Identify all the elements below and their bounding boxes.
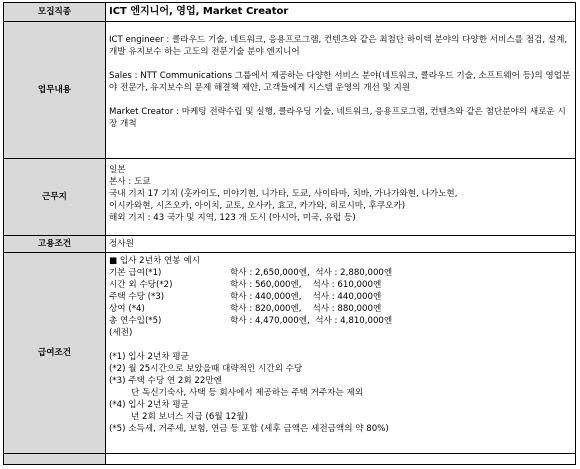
salary-content xyxy=(106,253,576,454)
location-content xyxy=(106,159,576,236)
salary-note: (*3) 주택 수당 연 2회 22만엔 xyxy=(109,376,222,386)
salary-pretax-note: (세전) xyxy=(109,328,133,338)
salary-item: 총 연수입(*5) xyxy=(109,316,162,326)
location-label: 근무지 xyxy=(4,159,106,236)
salary-note: 년 2회 보너스 지급 (6월 12월) xyxy=(131,412,248,422)
salary-note: (*4) 입사 2년차 평균 xyxy=(109,400,189,410)
salary-note: 단 독신기숙사, 사택 등 회사에서 제공하는 주택 거주자는 제외 xyxy=(131,388,364,398)
salary-amount: 학사 : 440,000엔, 석사 : 440,000엔 xyxy=(230,292,382,302)
duty-sales: Sales : NTT Communications 그룹에서 제공하는 다양한 서비스 분야(네트워크, 클라우드 기술, 소프트웨어 등)의 영업분야 전문가, 유지보수의 문제 해결책 제안, 고객들에게 시스템 운영의 개선 및 지원 xyxy=(109,71,571,93)
salary-item-row xyxy=(109,279,572,291)
location-line: 국내 기지 17 기지 (홋카이도, 미야기현, 니가타, 도쿄, 사이타마, 치바, 가나가와현, 나가노현, xyxy=(109,189,458,199)
duties-label: 업무내용 xyxy=(4,22,106,159)
job-type-value: ICT 엔지니어, 영업, Market Creator xyxy=(106,3,576,22)
job-posting-table xyxy=(3,2,576,465)
trailing-empty-row xyxy=(4,454,576,465)
employment-row xyxy=(4,236,576,253)
location-line: 이시카와현, 시즈오카, 아이치, 교토, 오사카, 효고, 카가와, 히로시마, 후쿠오카) xyxy=(109,201,406,211)
employment-value: 정사원 xyxy=(106,236,576,253)
salary-label: 급여조건 xyxy=(4,253,106,454)
duty-ict: ICT engineer : 클라우드 기술, 네트워크, 응용프로그램, 컨텐츠와 같은 최첨단 하이텍 분야의 다양한 서비스를 점검, 설계, 개발 유지보수 하는 고도의 전문기술 분야 엔지니어 xyxy=(109,35,570,57)
job-type-label: 모집직종 xyxy=(4,3,106,22)
empty-label-cell xyxy=(4,454,106,465)
salary-item: 주택 수당 (*3) xyxy=(109,292,165,302)
employment-label: 고용조건 xyxy=(4,236,106,253)
duties-content xyxy=(106,22,576,159)
salary-note: (*2) 월 25시간으로 보았을때 대략적인 시간외 수당 xyxy=(109,364,303,374)
salary-item-row xyxy=(109,315,572,327)
salary-amount: 학사 : 2,650,000엔, 석사 : 2,880,000엔 xyxy=(230,268,393,278)
salary-item-row xyxy=(109,303,572,315)
salary-note: (*1) 입사 2년차 평균 xyxy=(109,352,189,362)
salary-item: 시간 외 수당(*2) xyxy=(109,280,173,290)
empty-value-cell xyxy=(106,454,576,465)
salary-item: 기본 급여(*1) xyxy=(109,268,162,278)
salary-row xyxy=(4,253,576,454)
location-line: 본사 : 도쿄 xyxy=(109,177,151,187)
salary-item-row xyxy=(109,267,572,279)
location-row xyxy=(4,159,576,236)
salary-note: (*5) 소득세, 거주세, 보험, 연금 등 포함 (세후 금액은 세전금액의 약 80%) xyxy=(109,424,389,434)
salary-item: 상여 (*4) xyxy=(109,304,145,314)
salary-heading: ■ 입사 2년차 연봉 예시 xyxy=(109,256,200,266)
duties-row xyxy=(4,22,576,159)
location-line: 해외 기지 : 43 국가 및 지역, 123 개 도시 (아시아, 미국, 유럽 등) xyxy=(109,213,356,223)
job-type-row xyxy=(4,3,576,22)
salary-amount: 학사 : 560,000엔, 석사 : 610,000엔 xyxy=(230,280,382,290)
salary-amount: 학사 : 820,000엔, 석사 : 880,000엔 xyxy=(230,304,382,314)
duty-market-creator: Market Creator : 마케팅 전략수립 및 실행, 클라우딩 기술, 네트워크, 응용프로그램, 컨텐츠와 같은 첨단분야의 새로운 시장 개척 xyxy=(109,107,566,129)
salary-item-row xyxy=(109,291,572,303)
location-line: 일본 xyxy=(109,165,126,175)
salary-amount: 학사 : 4,470,000엔, 석사 : 4,810,000엔 xyxy=(230,316,393,326)
